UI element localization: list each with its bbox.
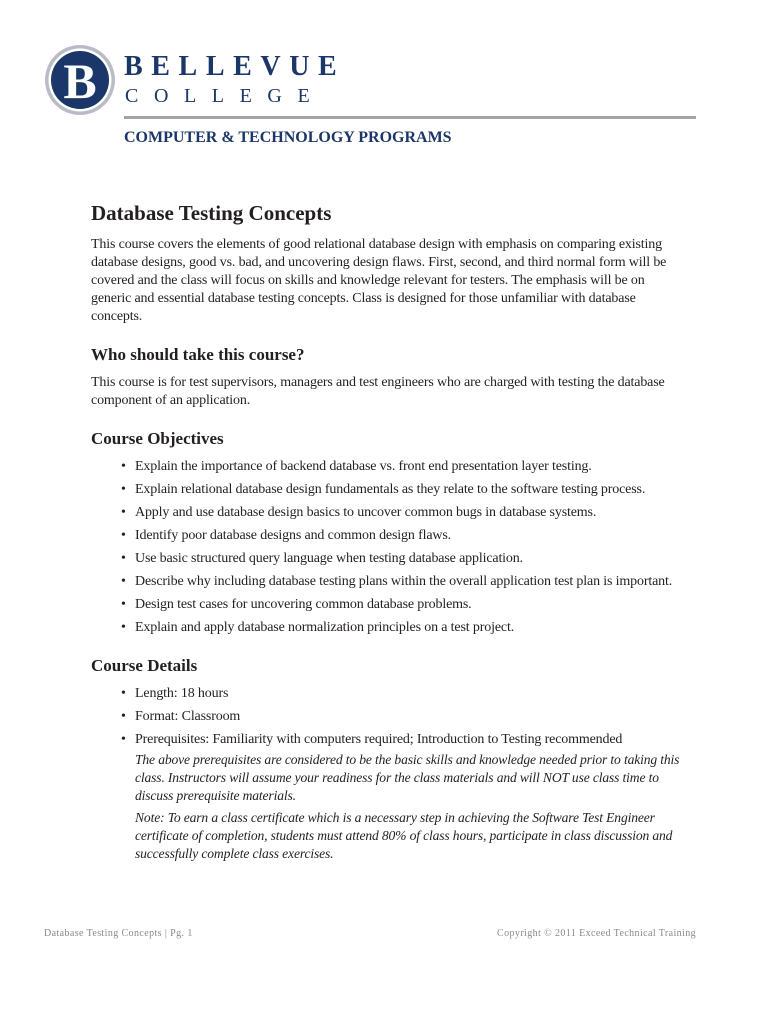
prerequisite-note: The above prerequisites are considered to be the basic skills and knowledge needed prior to taking this class. Instructors will assume your readiness for the class materials and will NOT use class time to discuss prerequisite materials. [135, 752, 680, 803]
list-item: • Explain the importance of backend database vs. front end presentation layer testing. [121, 459, 592, 474]
bullet-icon: • [121, 732, 126, 747]
audience-heading: Who should take this course? [91, 345, 305, 364]
list-item: • Use basic structured query language when testing database application. [121, 551, 523, 566]
bullet-icon: • [121, 482, 126, 497]
list-item: • Length: 18 hours [121, 686, 229, 701]
bullet-icon: • [121, 620, 126, 635]
bullet-icon: • [121, 597, 126, 612]
course-title: Database Testing Concepts [91, 201, 332, 225]
bullet-icon: • [121, 551, 126, 566]
list-item: • Explain and apply database normalization principles on a test project. [121, 620, 515, 635]
objectives-list [91, 458, 681, 637]
certificate-note: Note: To earn a class certificate which is a necessary step in achieving the Software Test Engineer certificate of completion, students must attend 80% of class hours, participate in class discussion and successfully complete class exercises. [135, 810, 673, 861]
college-logo [44, 44, 116, 116]
objectives-heading: Course Objectives [91, 429, 224, 448]
list-item: • Identify poor database designs and common design flaws. [121, 528, 452, 543]
bullet-icon: • [121, 709, 126, 724]
footer-copyright: Copyright © 2011 Exceed Technical Training [497, 928, 696, 939]
bullet-icon: • [121, 574, 126, 589]
list-item: • Design test cases for uncovering common database problems. [121, 597, 472, 612]
list-item: • Prerequisites: Familiarity with computers required; Introduction to Testing recommended [121, 732, 623, 747]
bullet-icon: • [121, 505, 126, 520]
bullet-icon: • [121, 686, 126, 701]
main-content [91, 200, 681, 867]
header-divider [124, 116, 696, 119]
brand-subtitle: COLLEGE [125, 85, 326, 107]
audience-text: This course is for test supervisors, managers and test engineers who are charged with testing the database component of an application. [91, 375, 665, 408]
program-title: COMPUTER & TECHNOLOGY PROGRAMS [124, 129, 452, 146]
logo-emblem-icon [44, 44, 116, 116]
course-description: This course covers the elements of good relational database design with emphasis on comparing existing database designs, good vs. bad, and uncovering design flaws. First, second, and third normal form will be covered and the class will focus on skills and knowledge relevant for testers. The emphasis will be on generic and essential database testing concepts. Class is designed for those unfamiliar with database concepts. [91, 237, 667, 324]
list-item: • Apply and use database design basics to uncover common bugs in database systems. [121, 505, 597, 520]
list-item: • Describe why including database testing plans within the overall application test plan is important. [121, 574, 673, 589]
details-list [91, 685, 681, 749]
logo-letter: B [63, 53, 97, 109]
list-item: • Explain relational database design fundamentals as they relate to the software testing process. [121, 482, 646, 497]
list-item: • Format: Classroom [121, 709, 241, 724]
brand-name: BELLEVUE [124, 51, 346, 82]
bullet-icon: • [121, 459, 126, 474]
details-heading: Course Details [91, 656, 198, 675]
footer-page-label: Database Testing Concepts | Pg. 1 [44, 928, 193, 939]
bullet-icon: • [121, 528, 126, 543]
